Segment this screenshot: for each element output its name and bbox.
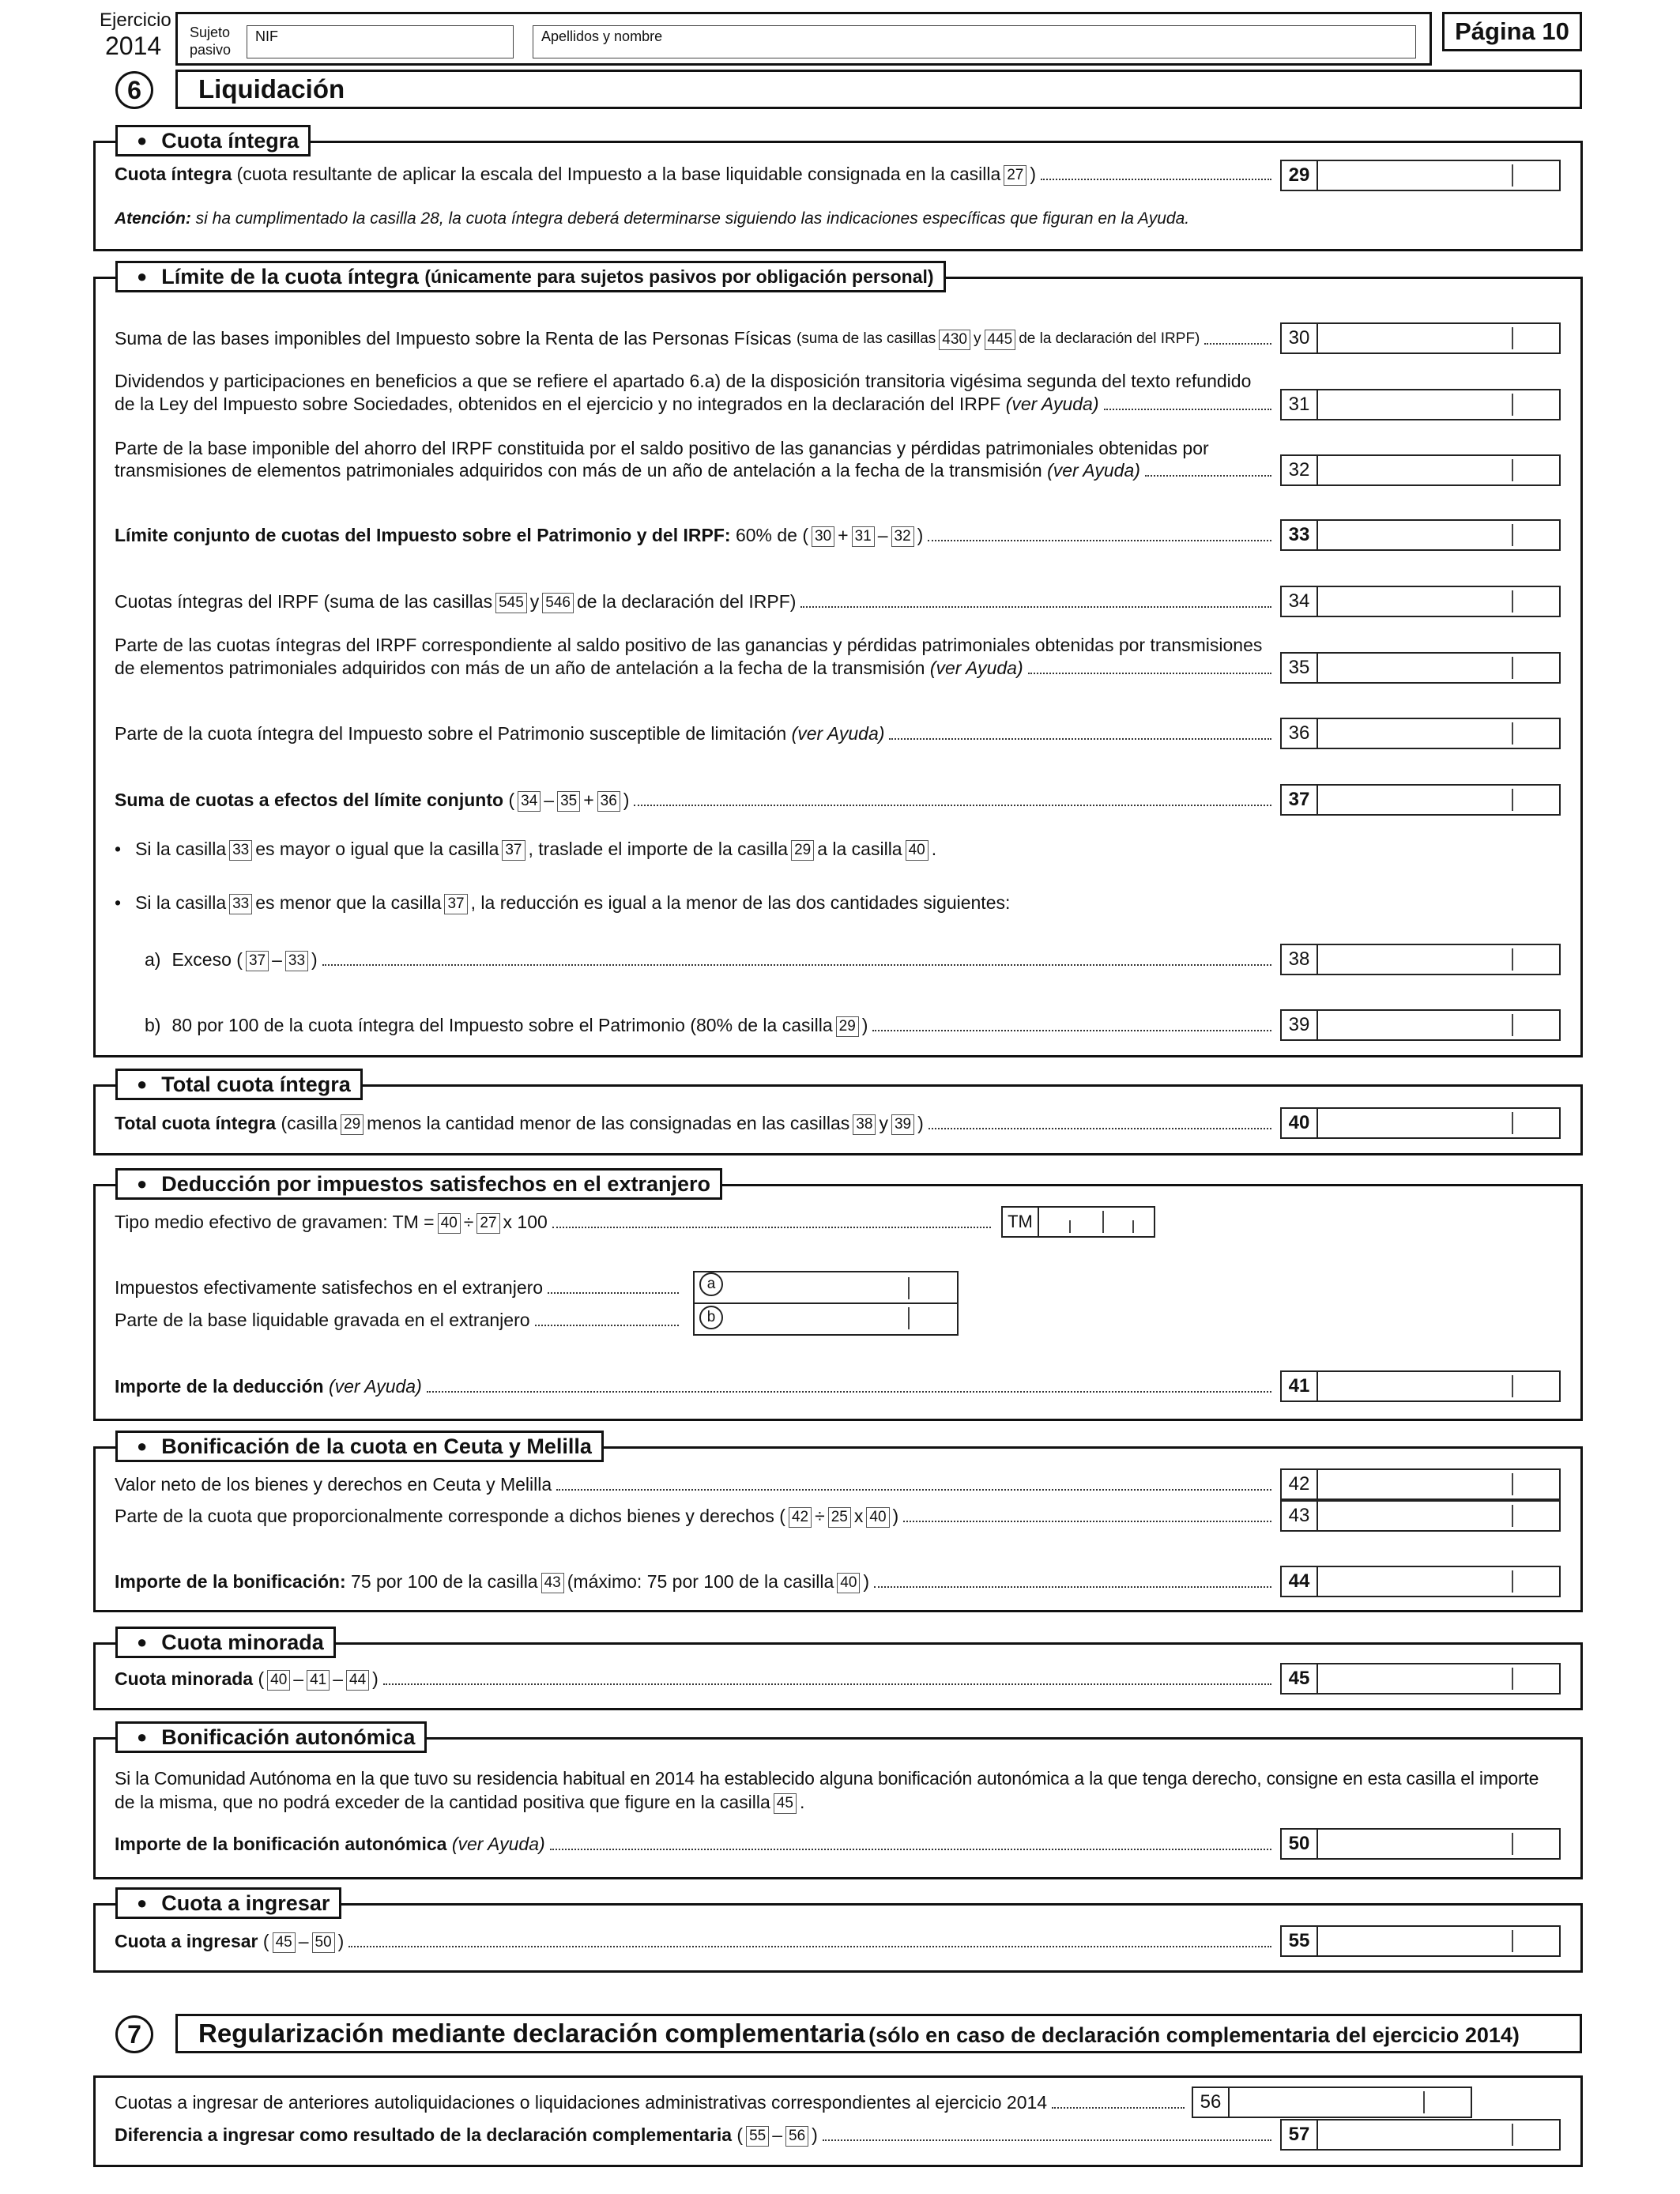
bullet-icon: ● [137,130,148,150]
row-34: Cuotas íntegras del IRPF (suma de las casillas 545 y 546 de la declaración del IRPF) [115,590,1276,613]
limite-tab: ● Límite de la cuota íntegra (únicamente para sujetos pasivos por obligación personal) [115,261,946,292]
section-7-title: Regularización mediante declaración complementaria (sólo en caso de declaración complementaria del ejercicio 2014) [175,2014,1582,2053]
row-36: Parte de la cuota íntegra del Impuesto sobre el Patrimonio susceptible de limitación (ver Ayuda) [115,722,1276,745]
box-45[interactable]: 45 [1280,1663,1561,1695]
bullet-icon: ● [137,266,148,286]
ingresar-tab: ● Cuota a ingresar [115,1887,341,1919]
box-37[interactable]: 37 [1280,784,1561,816]
row-a: Impuestos efectivamente satisfechos en el extranjero [115,1276,684,1299]
box-44[interactable]: 44 [1280,1566,1561,1597]
row-b: Parte de la base liquidable gravada en el extranjero [115,1309,684,1332]
row-55: Cuota a ingresar ( 45 – 50 ) [115,1930,1276,1953]
box-50[interactable]: 50 [1280,1828,1561,1860]
box-39[interactable]: 39 [1280,1009,1561,1041]
box-40[interactable]: 40 [1280,1107,1561,1139]
nif-field[interactable]: NIF [247,25,514,58]
section-6-title: Liquidación [175,70,1582,109]
bullet-icon: ● [137,1436,148,1456]
box-b[interactable]: b [693,1302,959,1336]
box-31[interactable]: 31 [1280,389,1561,420]
row-38: a) Exceso ( 37 – 33 ) [145,948,1276,971]
section-7-number: 7 [115,2015,153,2053]
year: 2014 [105,32,162,60]
row-32: transmisiones de elementos patrimoniales adquiridos con más de un año de antelación a la fecha de la transmisión (ver Ayuda) [115,459,1276,482]
nombre-field[interactable]: Apellidos y nombre [533,25,1416,58]
row-37: Suma de cuotas a efectos del límite conjunto ( 34 – 35 + 36 ) [115,789,1276,812]
box-tm[interactable]: TM [1001,1206,1155,1238]
row-33: Límite conjunto de cuotas del Impuesto sobre el Patrimonio y del IRPF: 60% de ( 30 + 31 – 32 ) [115,524,1276,547]
row-42: Valor neto de los bienes y derechos en Ceuta y Melilla [115,1473,1276,1496]
row-29: Cuota íntegra (cuota resultante de aplicar la escala del Impuesto a la base liquidable consignada en la casilla 27 ) [115,163,1276,186]
autonomica-text-line2: de la misma, que no podrá exceder de la cantidad positiva que figure en la casilla 45 . [115,1792,805,1812]
box-29[interactable]: 29 [1280,160,1561,191]
bullet-icon: ● [137,1174,148,1193]
row-tm: Tipo medio efectivo de gravamen: TM = 40 ÷ 27 x 100 [115,1211,996,1234]
bullet-icon: ● [137,1893,148,1913]
bonif-tab: ● Bonificación de la cuota en Ceuta y Melilla [115,1431,604,1462]
page-label: Página 10 [1442,12,1582,51]
bullet-note-1: • Si la casilla 33 es mayor o igual que la casilla 37 , traslade el importe de la casilla 29 a la casilla 40 . [115,839,937,859]
sujeto-label: Sujeto pasivo [190,25,232,58]
row-56: Cuotas a ingresar de anteriores autoliquidaciones o liquidaciones administrativas correspondientes al ejercicio 2014 [115,2091,1189,2114]
box-42[interactable]: 42 [1280,1468,1561,1500]
box-36[interactable]: 36 [1280,718,1561,749]
box-56[interactable]: 56 [1192,2087,1472,2118]
deduccion-tab: ● Deducción por impuestos satisfechos en el extranjero [115,1168,722,1200]
bullet-note-2: • Si la casilla 33 es menor que la casilla 37 , la reducción es igual a la menor de las dos cantidades siguientes: [115,892,1011,913]
box-34[interactable]: 34 [1280,586,1561,617]
row-32-line1: Parte de la base imponible del ahorro del IRPF constituida por el saldo positivo de las ganancias y pérdidas patrimoniales obtenidas por [115,438,1209,458]
box-30[interactable]: 30 [1280,322,1561,354]
box-57[interactable]: 57 [1280,2119,1561,2151]
row-57: Diferencia a ingresar como resultado de la declaración complementaria ( 55 – 56 ) [115,2124,1276,2147]
bullet-icon: ● [137,1727,148,1747]
cuota-integra-frame [93,141,1583,251]
minorada-tab: ● Cuota minorada [115,1627,336,1658]
row-30: Suma de las bases imponibles del Impuesto sobre la Renta de las Personas Físicas (suma de las casillas 430 y 445 de la declaración del IRPF) [115,327,1276,350]
row-43: Parte de la cuota que proporcionalmente corresponde a dichos bienes y derechos ( 42 ÷ 25 x 40 ) [115,1505,1276,1528]
box-55[interactable]: 55 [1280,1925,1561,1957]
bullet-icon: ● [137,1632,148,1652]
bullet-icon: ● [137,1074,148,1094]
section-6-number: 6 [115,71,153,109]
row-44: Importe de la bonificación: 75 por 100 de la casilla 43 (máximo: 75 por 100 de la casilla 40 ) [115,1570,1276,1593]
box-43[interactable]: 43 [1280,1500,1561,1532]
autonomica-tab: ● Bonificación autonómica [115,1721,427,1753]
row-39: b) 80 por 100 de la cuota íntegra del Impuesto sobre el Patrimonio (80% de la casilla 29 ) [145,1014,1276,1037]
box-33[interactable]: 33 [1280,519,1561,551]
row-45: Cuota minorada ( 40 – 41 – 44 ) [115,1668,1276,1691]
autonomica-text-line1: Si la Comunidad Autónoma en la que tuvo su residencia habitual en 2014 ha establecido alguna bonificación autonómica a la que tenga derecho, consigne en esta casilla el importe [115,1768,1539,1789]
row-35: de elementos patrimoniales adquiridos con más de un año de antelación a la fecha de la transmisión (ver Ayuda) [115,657,1276,680]
row-31-line1: Dividendos y participaciones en beneficios a que se refiere el apartado 6.a) de la disposición transitoria vigésima segunda del texto refundido [115,371,1252,391]
row-41: Importe de la deducción (ver Ayuda) [115,1375,1276,1398]
box-35[interactable]: 35 [1280,652,1561,684]
box-38[interactable]: 38 [1280,944,1561,975]
total-tab: ● Total cuota íntegra [115,1069,363,1100]
row-50: Importe de la bonificación autonómica (ver Ayuda) [115,1833,1276,1856]
row-40: Total cuota íntegra (casilla 29 menos la cantidad menor de las consignadas en las casillas 38 y 39 ) [115,1112,1276,1135]
ejercicio-label: Ejercicio [100,9,171,31]
row-31: de la Ley del Impuesto sobre Sociedades, obtenidos en el ejercicio y no integrados en la declaración del IRPF (ver Ayuda) [115,393,1276,416]
atencion-note: Atención: si ha cumplimentado la casilla 28, la cuota íntegra deberá determinarse siguiendo las indicaciones específicas que figuran en la Ayuda. [115,209,1190,228]
cuota-integra-tab: ● Cuota íntegra [115,125,311,156]
box-32[interactable]: 32 [1280,454,1561,486]
row-35-line1: Parte de las cuotas íntegras del IRPF correspondiente al saldo positivo de las ganancias y pérdidas patrimoniales obtenidas por transmisiones [115,635,1263,655]
box-41[interactable]: 41 [1280,1370,1561,1402]
box-a[interactable]: a [693,1271,959,1304]
